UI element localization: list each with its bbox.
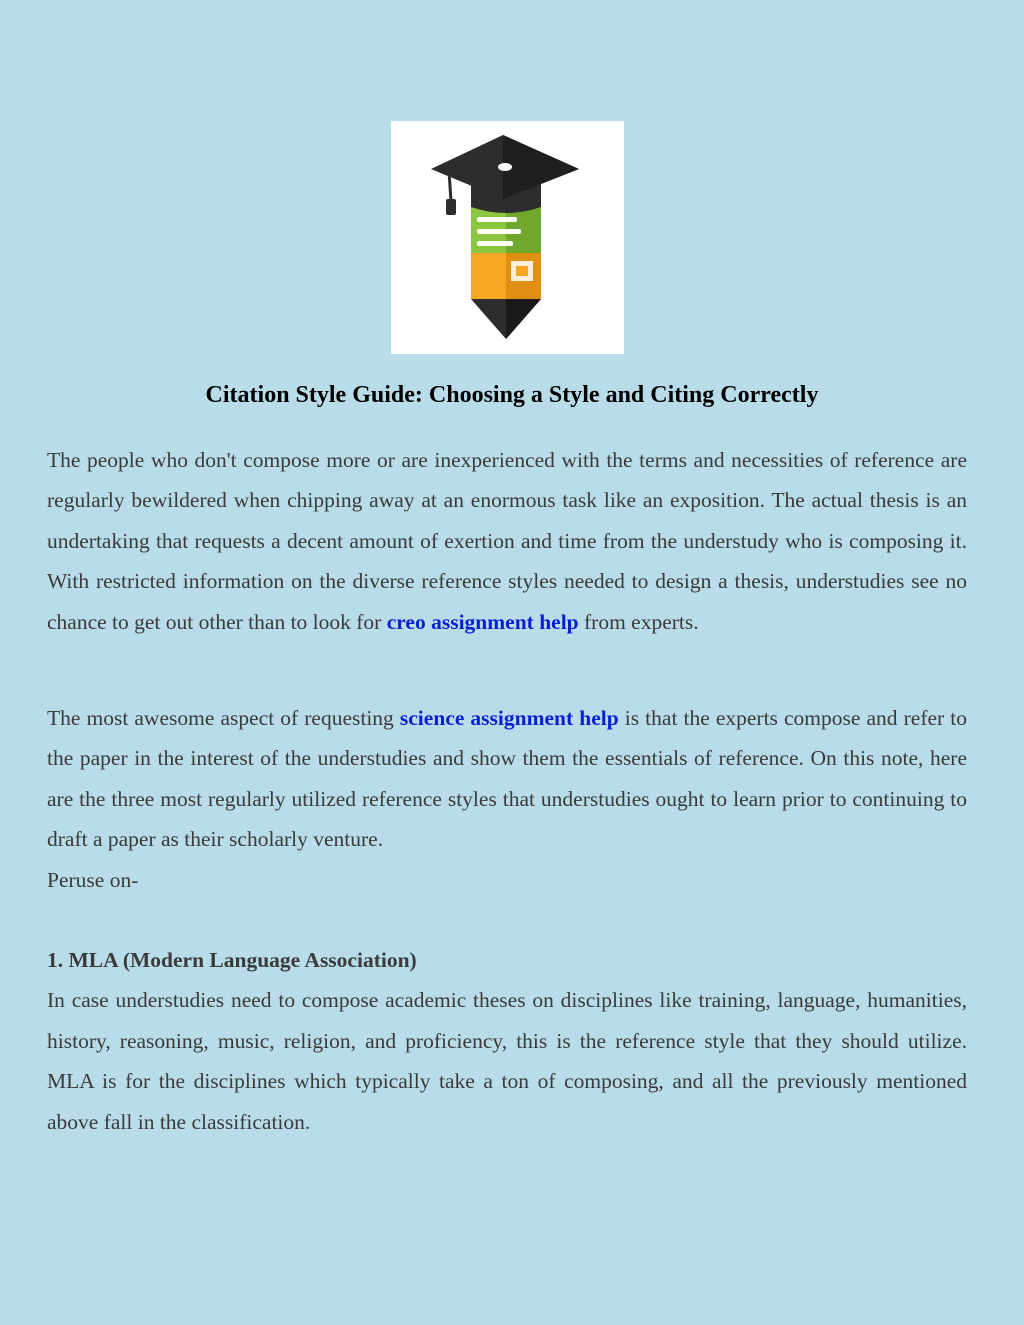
article-body <box>47 440 967 1142</box>
second-paragraph-text: is that the experts compose and refer to the paper in the interest of the understudies and show them the essentials of reference. On this note, here are the three most regularly utilized reference styles that understudies ought to learn prior to continuing to draft a paper as their scholarly venture. <box>47 706 967 852</box>
graduation-cap-pencil-icon <box>391 121 624 354</box>
peruse-on-text: Peruse on- <box>47 867 139 892</box>
intro-text: The people who don't compose more or are inexperienced with the terms and necessities of reference are regularly bewildered when chipping away at an enormous task like an exposition. The actual thesis is an undertaking that requests a decent amount of exertion and time from the understudy who is composing it. With restricted information on the diverse reference styles needed to design a thesis, understudies see no chance to get out other than to look for <box>47 448 967 634</box>
intro-paragraph <box>47 440 967 642</box>
spacer <box>47 900 967 940</box>
second-paragraph-lead: The most awesome aspect of requesting <box>47 706 400 731</box>
science-assignment-help-link[interactable]: science assignment help <box>399 706 619 731</box>
page-title: Citation Style Guide: Choosing a Style and Citing Correctly <box>205 382 819 408</box>
creo-assignment-help-link[interactable]: creo assignment help <box>386 609 579 634</box>
second-paragraph <box>47 698 967 860</box>
section-heading-mla: 1. MLA (Modern Language Association) <box>47 948 417 973</box>
section-text-mla: In case understudies need to compose academic theses on disciplines like training, language, humanities, history, reasoning, music, religion, and proficiency, this is the reference style that they should utilize. MLA is for the disciplines which typically take a ton of composing, and all the previously mentioned above fall in the classification. <box>47 988 967 1134</box>
spacer <box>47 642 967 698</box>
logo <box>391 121 624 354</box>
intro-tail: from experts. <box>578 609 699 634</box>
